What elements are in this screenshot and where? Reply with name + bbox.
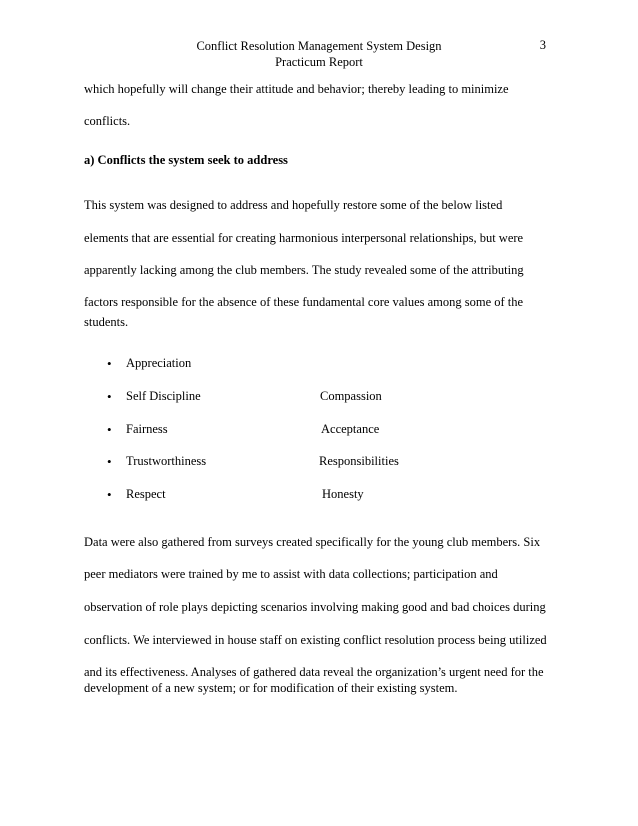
bullet-item-right: Acceptance	[321, 422, 380, 436]
header-title-line2: Practicum Report	[275, 55, 363, 69]
paragraph-1-line-2: conflicts.	[84, 114, 131, 128]
bullet-icon: •	[107, 422, 112, 437]
paragraph-3-line-6: development of a new system; or for modification of their existing system.	[84, 681, 458, 695]
bullet-item: Appreciation	[126, 356, 192, 370]
paragraph-2-line-1: This system was designed to address and hopefully restore some of the below listed	[84, 198, 503, 212]
bullet-item: Trustworthiness	[126, 454, 207, 468]
section-heading: a) Conflicts the system seek to address	[84, 153, 288, 167]
paragraph-3-line-4: conflicts. We interviewed in house staff on existing conflict resolution process being utilized	[84, 633, 547, 647]
paragraph-3-line-5: and its effectiveness. Analyses of gathered data reveal the organization’s urgent need for the	[84, 665, 544, 679]
paragraph-2-line-3: apparently lacking among the club members. The study revealed some of the attributing	[84, 263, 524, 277]
bullet-item-right: Honesty	[322, 487, 364, 501]
page-number: 3	[539, 38, 546, 52]
paragraph-3-line-1: Data were also gathered from surveys created specifically for the young club members. Six	[84, 535, 541, 549]
bullet-item-right: Compassion	[320, 389, 382, 403]
paragraph-1-line-1: which hopefully will change their attitude and behavior; thereby leading to minimize	[84, 82, 509, 96]
bullet-item: Self Discipline	[126, 389, 201, 403]
bullet-icon: •	[107, 454, 112, 469]
bullet-item-right: Responsibilities	[319, 454, 399, 468]
paragraph-3-line-3: observation of role plays depicting scenarios involving making good and bad choices during	[84, 600, 546, 614]
bullet-item: Respect	[126, 487, 166, 501]
paragraph-2-line-4: factors responsible for the absence of these fundamental core values among some of the	[84, 295, 524, 309]
bullet-icon: •	[107, 356, 112, 371]
bullet-icon: •	[107, 487, 112, 502]
bullet-item: Fairness	[126, 422, 168, 436]
bullet-icon: •	[107, 389, 112, 404]
paragraph-2-line-2: elements that are essential for creating harmonious interpersonal relationships, but were	[84, 231, 524, 245]
paragraph-3-line-2: peer mediators were trained by me to assist with data collections; participation and	[84, 567, 498, 581]
header-title-line1: Conflict Resolution Management System Design	[196, 39, 442, 53]
paragraph-2-line-5: students.	[84, 315, 129, 329]
